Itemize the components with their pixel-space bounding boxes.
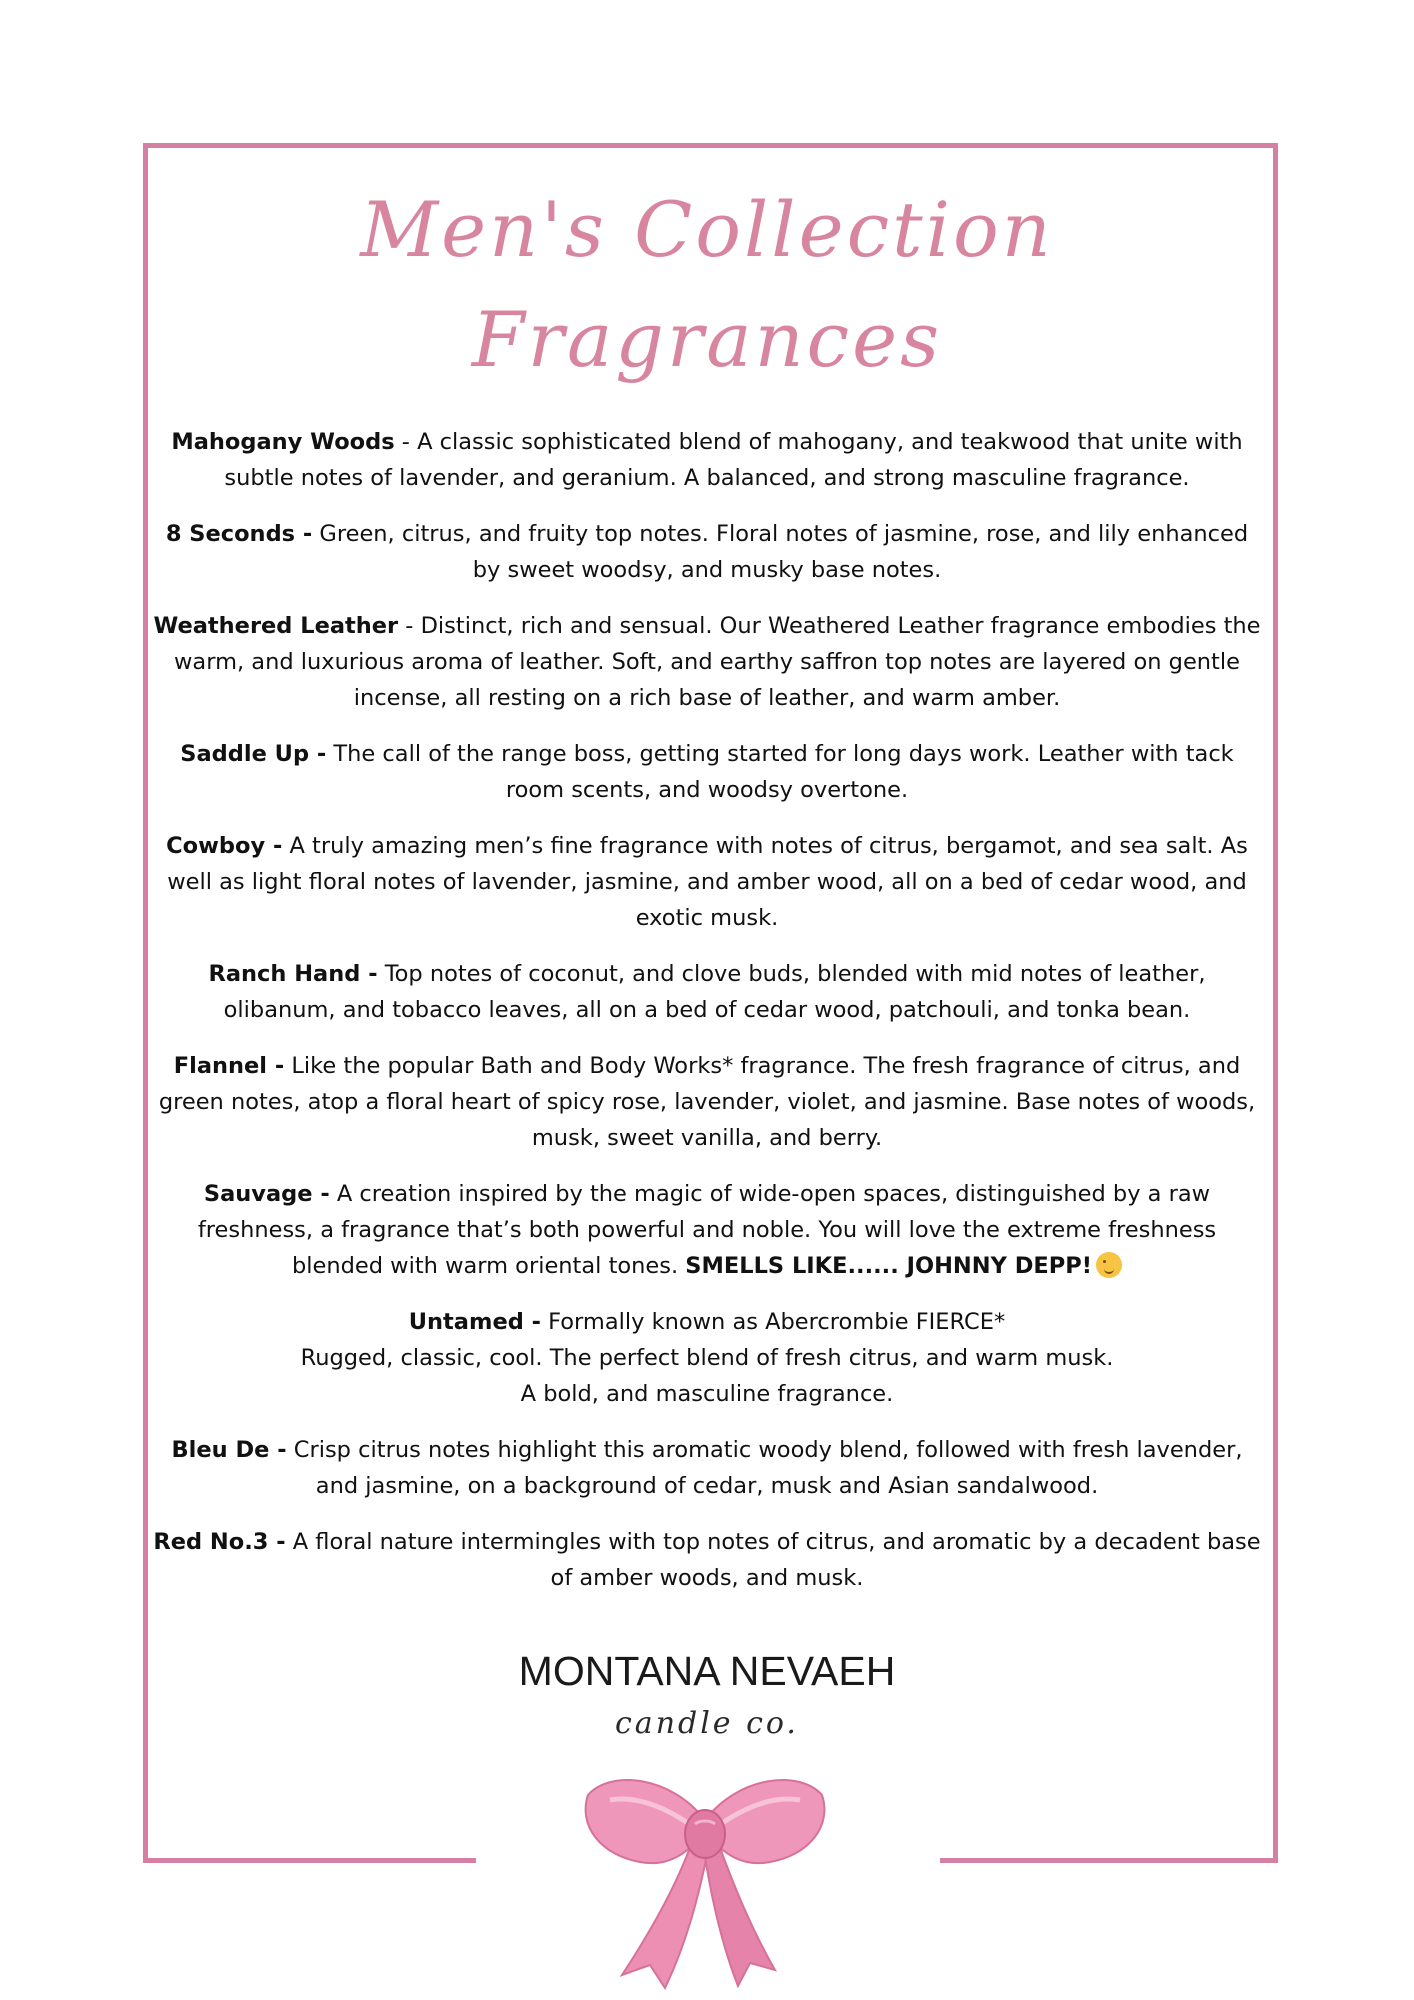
fragrance-item-sauvage: Sauvage - A creation inspired by the magic of wide-open spaces, distinguished by a raw freshness, a fragrance that’s both powerful and noble. You will love the extreme freshness blended with warm oriental tones. SMELLS LIKE...... JOHNNY DEPP! xyxy=(197,1181,1217,1279)
fragrance-item-untamed: Untamed - Formally known as Abercrombie FIERCE* Rugged, classic, cool. The perfect blend of fresh citrus, and warm musk. A bold, and masculine fragrance. xyxy=(300,1309,1114,1407)
fragrance-item-saddle-up: Saddle Up - The call of the range boss, getting started for long days work. Leather with tack room scents, and woodsy overtone. xyxy=(180,741,1234,803)
fragrance-item-weathered-leather: Weathered Leather - Distinct, rich and sensual. Our Weathered Leather fragrance embodies the warm, and luxurious aroma of leather. Soft, and earthy saffron top notes are layered on gentle incense, all resting on a rich base of leather, and warm amber. xyxy=(153,613,1261,711)
fragrance-item-cowboy: Cowboy - A truly amazing men’s fine fragrance with notes of citrus, bergamot, and sea salt. As well as light floral notes of lavender, jasmine, and amber wood, all on a bed of cedar wood, and exotic musk. xyxy=(166,833,1248,931)
frame-bottom-border-right xyxy=(940,1858,1278,1863)
bow-icon xyxy=(570,1750,840,1990)
fragrance-item-8-seconds: 8 Seconds - Green, citrus, and fruity top notes. Floral notes of jasmine, rose, and lily enhanced by sweet woodsy, and musky base notes. xyxy=(165,521,1249,583)
sauvage-highlight: SMELLS LIKE...... JOHNNY DEPP! xyxy=(685,1253,1093,1279)
fragrance-item-flannel: Flannel - Like the popular Bath and Body Works* fragrance. The fresh fragrance of citrus, and green notes, atop a floral heart of spicy rose, lavender, violet, and jasmine. Base notes of woods, musk, sweet vanilla, and berry. xyxy=(158,1053,1256,1151)
brand-tagline: candle co. xyxy=(615,1706,799,1741)
fragrance-item-mahogany-woods: Mahogany Woods - A classic sophisticated blend of mahogany, and teakwood that unite with subtle notes of lavender, and geranium. A balanced, and strong masculine fragrance. xyxy=(171,429,1243,491)
brand-name: MONTANA NEVAEH xyxy=(518,1648,896,1694)
fragrance-item-ranch-hand: Ranch Hand - Top notes of coconut, and clove buds, blended with mid notes of leather, olibanum, and tobacco leaves, all on a bed of cedar wood, patchouli, and tonka bean. xyxy=(208,961,1206,1023)
frame-right-border xyxy=(1273,143,1278,1863)
fragrance-item-bleu-de: Bleu De - Crisp citrus notes highlight this aromatic woody blend, followed with fresh lavender, and jasmine, on a background of cedar, musk and Asian sandalwood. xyxy=(171,1437,1243,1499)
page-subtitle: Fragrances xyxy=(471,295,943,384)
page-title: Men's Collection xyxy=(360,185,1054,274)
winking-face-icon xyxy=(1096,1252,1122,1278)
fragrance-list xyxy=(150,424,1264,1616)
frame-bottom-border-left xyxy=(143,1858,476,1863)
fragrance-item-red-no3: Red No.3 - A floral nature intermingles with top notes of citrus, and aromatic by a decadent base of amber woods, and musk. xyxy=(153,1529,1261,1591)
frame-top-border xyxy=(143,143,1278,148)
frame-left-border xyxy=(143,143,148,1863)
